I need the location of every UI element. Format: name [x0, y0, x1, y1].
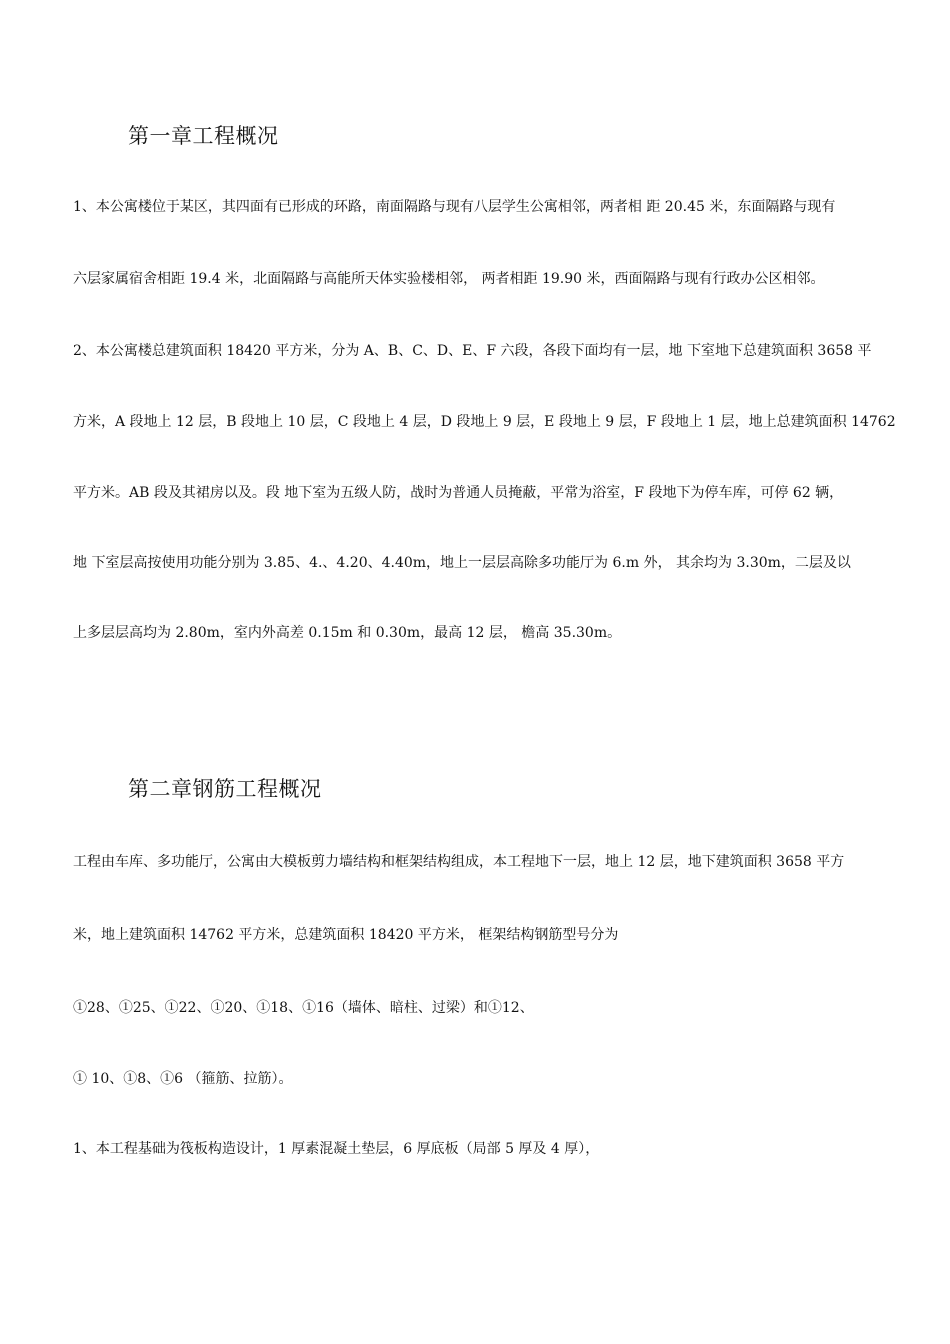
chapter1-line-7: 上多层层高均为 2.80m，室内外高差 0.15m 和 0.30m，最高 12 层， 檐高 35.30m。 — [73, 625, 622, 641]
chapter2-line-1: 工程由车库、多功能厅，公寓由大模板剪力墙结构和框架结构组成，本工程地下一层，地上 12 层，地下建筑面积 3658 平方 — [73, 854, 845, 870]
chapter1-line-5: 平方米。AB 段及其裙房以及。段 地下室为五级人防，战时为普通人员掩蔽，平常为浴室，F 段地下为停车库，可停 62 辆， — [73, 485, 844, 501]
chapter1-line-1: 1、本公寓楼位于某区，其四面有已形成的环路，南面隔路与现有八层学生公寓相邻，两者相 距 20.45 米，东面隔路与现有 — [73, 199, 836, 215]
chapter2-line-3: ①28、①25、①22、①20、①18、①16（墙体、暗柱、过梁）和①12、 — [73, 1000, 534, 1016]
chapter2-line-2: 米，地上建筑面积 14762 平方米，总建筑面积 18420 平方米， 框架结构钢筋型号分为 — [73, 927, 619, 943]
chapter2-line-5: 1、本工程基础为筏板构造设计，1 厚素混凝土垫层，6 厚底板（局部 5 厚及 4 厚）， — [73, 1141, 600, 1157]
chapter1-line-2: 六层家属宿舍相距 19.4 米，北面隔路与高能所天体实验楼相邻， 两者相距 19.90 米，西面隔路与现有行政办公区相邻。 — [73, 271, 825, 287]
chapter2-title: 第二章钢筋工程概况 — [128, 777, 322, 801]
chapter1-line-3: 2、本公寓楼总建筑面积 18420 平方米，分为 A、B、C、D、E、F 六段，各段下面均有一层，地 下室地下总建筑面积 3658 平 — [73, 343, 872, 359]
chapter2-line-4: ① 10、①8、①6 （箍筋、拉筋）。 — [73, 1071, 293, 1087]
chapter1-title: 第一章工程概况 — [128, 124, 279, 148]
chapter1-line-4: 方米，A 段地上 12 层，B 段地上 10 层，C 段地上 4 层，D 段地上 9 层，E 段地上 9 层，F 段地上 1 层，地上总建筑面积 14762 — [73, 414, 896, 430]
chapter1-line-6: 地 下室层高按使用功能分别为 3.85、4.、4.20、4.40m，地上一层层高除多功能厅为 6.m 外， 其余均为 3.30m，二层及以 — [73, 555, 851, 571]
